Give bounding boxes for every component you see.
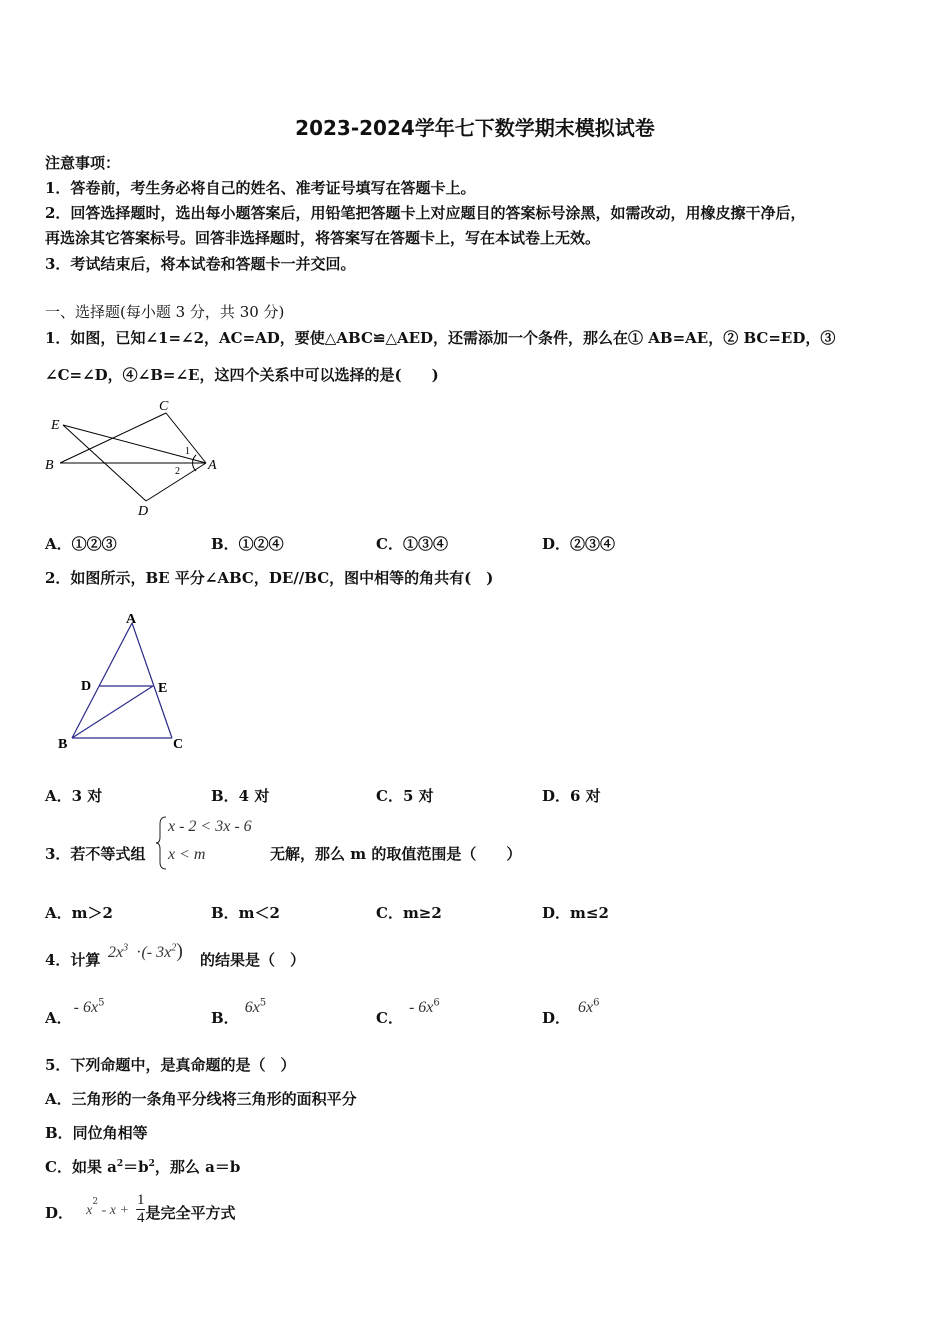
q5-option-d-letter: D． — [45, 1204, 74, 1222]
q5-option-c-sup1: 2 — [116, 1159, 124, 1169]
q4-option-d[interactable] — [542, 996, 600, 1027]
q5-option-c[interactable] — [45, 1156, 240, 1177]
q2-option-b[interactable]: B．4 对 — [211, 787, 270, 805]
q3-stem-prefix: 3．若不等式组 — [45, 845, 146, 863]
q5-option-d-x: x — [86, 1203, 93, 1218]
page-title: 2023-2024学年七下数学期末模拟试卷 — [295, 116, 655, 140]
notice-heading: 注意事项： — [45, 154, 121, 172]
q4-option-b-base: 6x — [244, 999, 260, 1016]
q3-stem-suffix: 无解，那么 m 的取值范围是（ ） — [270, 845, 522, 863]
q5-option-d-numerator: 1 — [136, 1192, 145, 1208]
q5-option-c-sup2: 2 — [148, 1159, 155, 1169]
q3-option-c[interactable]: C．m≥2 — [376, 904, 442, 922]
q5-option-c-pre: C．如果 a — [45, 1158, 117, 1176]
q3-inequality-2: x < m — [168, 846, 206, 863]
q4-term-a-exp: 3 — [123, 942, 129, 954]
q1-option-d[interactable]: D．②③④ — [542, 535, 616, 553]
q5-option-d-sup: 2 — [92, 1196, 99, 1207]
q5-option-c-post: ，那么 a＝b — [154, 1158, 241, 1176]
q4-option-c-exp: 6 — [433, 997, 440, 1009]
q1-figure — [40, 395, 230, 520]
q4-option-c-base: - 6x — [408, 999, 434, 1016]
q3-option-a[interactable]: A．m＞2 — [45, 904, 113, 922]
q4-option-a[interactable] — [45, 996, 105, 1027]
q4-option-d-letter: D． — [542, 1009, 571, 1027]
q1-stem-line1: 1．如图，已知∠1=∠2，AC=AD，要使△ABC≌△AED，还需添加一个条件，那么在① AB=AE，② BC=ED，③ — [45, 329, 836, 347]
q4-stem-suffix: 的结果是（ ） — [200, 951, 306, 969]
q3-system-brace — [155, 815, 169, 871]
q3-inequality-1: x - 2 < 3x - 6 — [168, 818, 252, 835]
q2-option-c[interactable]: C．5 对 — [376, 787, 434, 805]
q5-option-d-post: 是完全平方式 — [145, 1204, 236, 1222]
q4-option-a-exp: 5 — [98, 997, 105, 1009]
q2-label-D: D — [81, 679, 92, 694]
notice-item-2-cont: 再选涂其它答案标号。回答非选择题时，将答案写在答题卡上，写在本试卷上无效。 — [45, 229, 601, 247]
notice-item-3: 3．考试结束后，将本试卷和答题卡一并交回。 — [45, 255, 356, 273]
q2-stem: 2．如图所示，BE 平分∠ABC，DE//BC，图中相等的角共有( ) — [45, 569, 494, 587]
q5-option-b[interactable]: B．同位角相等 — [45, 1124, 148, 1142]
q4-option-b-letter: B． — [211, 1009, 239, 1027]
q5-option-d-denominator: 4 — [136, 1210, 145, 1226]
q1-label-A: A — [208, 458, 217, 473]
q4-option-a-base: - 6x — [73, 999, 99, 1016]
q1-label-angle-2: 2 — [175, 466, 180, 477]
q4-term-a: 2x — [108, 944, 124, 961]
q5-option-c-mid: ＝b — [123, 1158, 149, 1176]
q4-option-a-letter: A． — [45, 1009, 72, 1027]
q4-option-b-exp: 5 — [259, 997, 267, 1009]
q4-option-c[interactable] — [376, 996, 440, 1027]
q3-option-b[interactable]: B．m＜2 — [211, 904, 280, 922]
q1-option-c[interactable]: C．①③④ — [376, 535, 448, 553]
q4-term-b-close: ) — [176, 940, 183, 962]
q1-label-D: D — [138, 504, 149, 519]
q1-label-B: B — [45, 458, 54, 473]
q5-option-d-mid: - x + — [98, 1203, 129, 1218]
q4-term-b: (- 3x — [141, 944, 172, 961]
q5-option-a[interactable]: A．三角形的一条角平分线将三角形的面积平分 — [45, 1090, 357, 1108]
q4-term-b-exp: 2 — [171, 942, 177, 954]
q1-option-a[interactable]: A．①②③ — [45, 535, 117, 553]
q4-expression — [108, 940, 183, 963]
q2-label-B: B — [58, 737, 68, 752]
q1-option-b[interactable]: B．①②④ — [211, 535, 284, 553]
q2-option-a[interactable]: A．3 对 — [45, 787, 103, 805]
q2-label-E: E — [158, 681, 168, 696]
q4-option-d-exp: 6 — [593, 997, 600, 1009]
q2-label-C: C — [173, 737, 184, 752]
q4-option-c-letter: C． — [376, 1009, 403, 1027]
q2-figure — [50, 608, 195, 753]
q4-stem-prefix: 4．计算 — [45, 951, 101, 969]
q1-label-C: C — [159, 399, 169, 414]
q4-option-d-base: 6x — [578, 999, 594, 1016]
q1-label-E: E — [51, 418, 60, 433]
notice-item-2: 2．回答选择题时，选出每小题答案后，用铅笔把答题卡上对应题目的答案标号涂黑，如需改动，用橡皮擦干净后， — [45, 204, 806, 222]
q1-stem-line2: ∠C=∠D，④∠B=∠E，这四个关系中可以选择的是( ) — [45, 366, 439, 384]
q3-option-d[interactable]: D．m≤2 — [542, 904, 609, 922]
q2-option-d[interactable]: D．6 对 — [542, 787, 601, 805]
q1-label-angle-1: 1 — [185, 446, 190, 457]
q5-option-d[interactable] — [45, 1192, 236, 1227]
q4-dot: · — [136, 944, 142, 961]
notice-item-1: 1．答卷前，考生务必将自己的姓名、准考证号填写在答题卡上。 — [45, 179, 476, 197]
q2-label-A: A — [126, 612, 137, 627]
q5-stem: 5．下列命题中，是真命题的是（ ） — [45, 1056, 296, 1074]
section-heading: 一、选择题(每小题 3 分，共 30 分) — [45, 303, 285, 321]
q4-option-b[interactable] — [211, 996, 267, 1027]
